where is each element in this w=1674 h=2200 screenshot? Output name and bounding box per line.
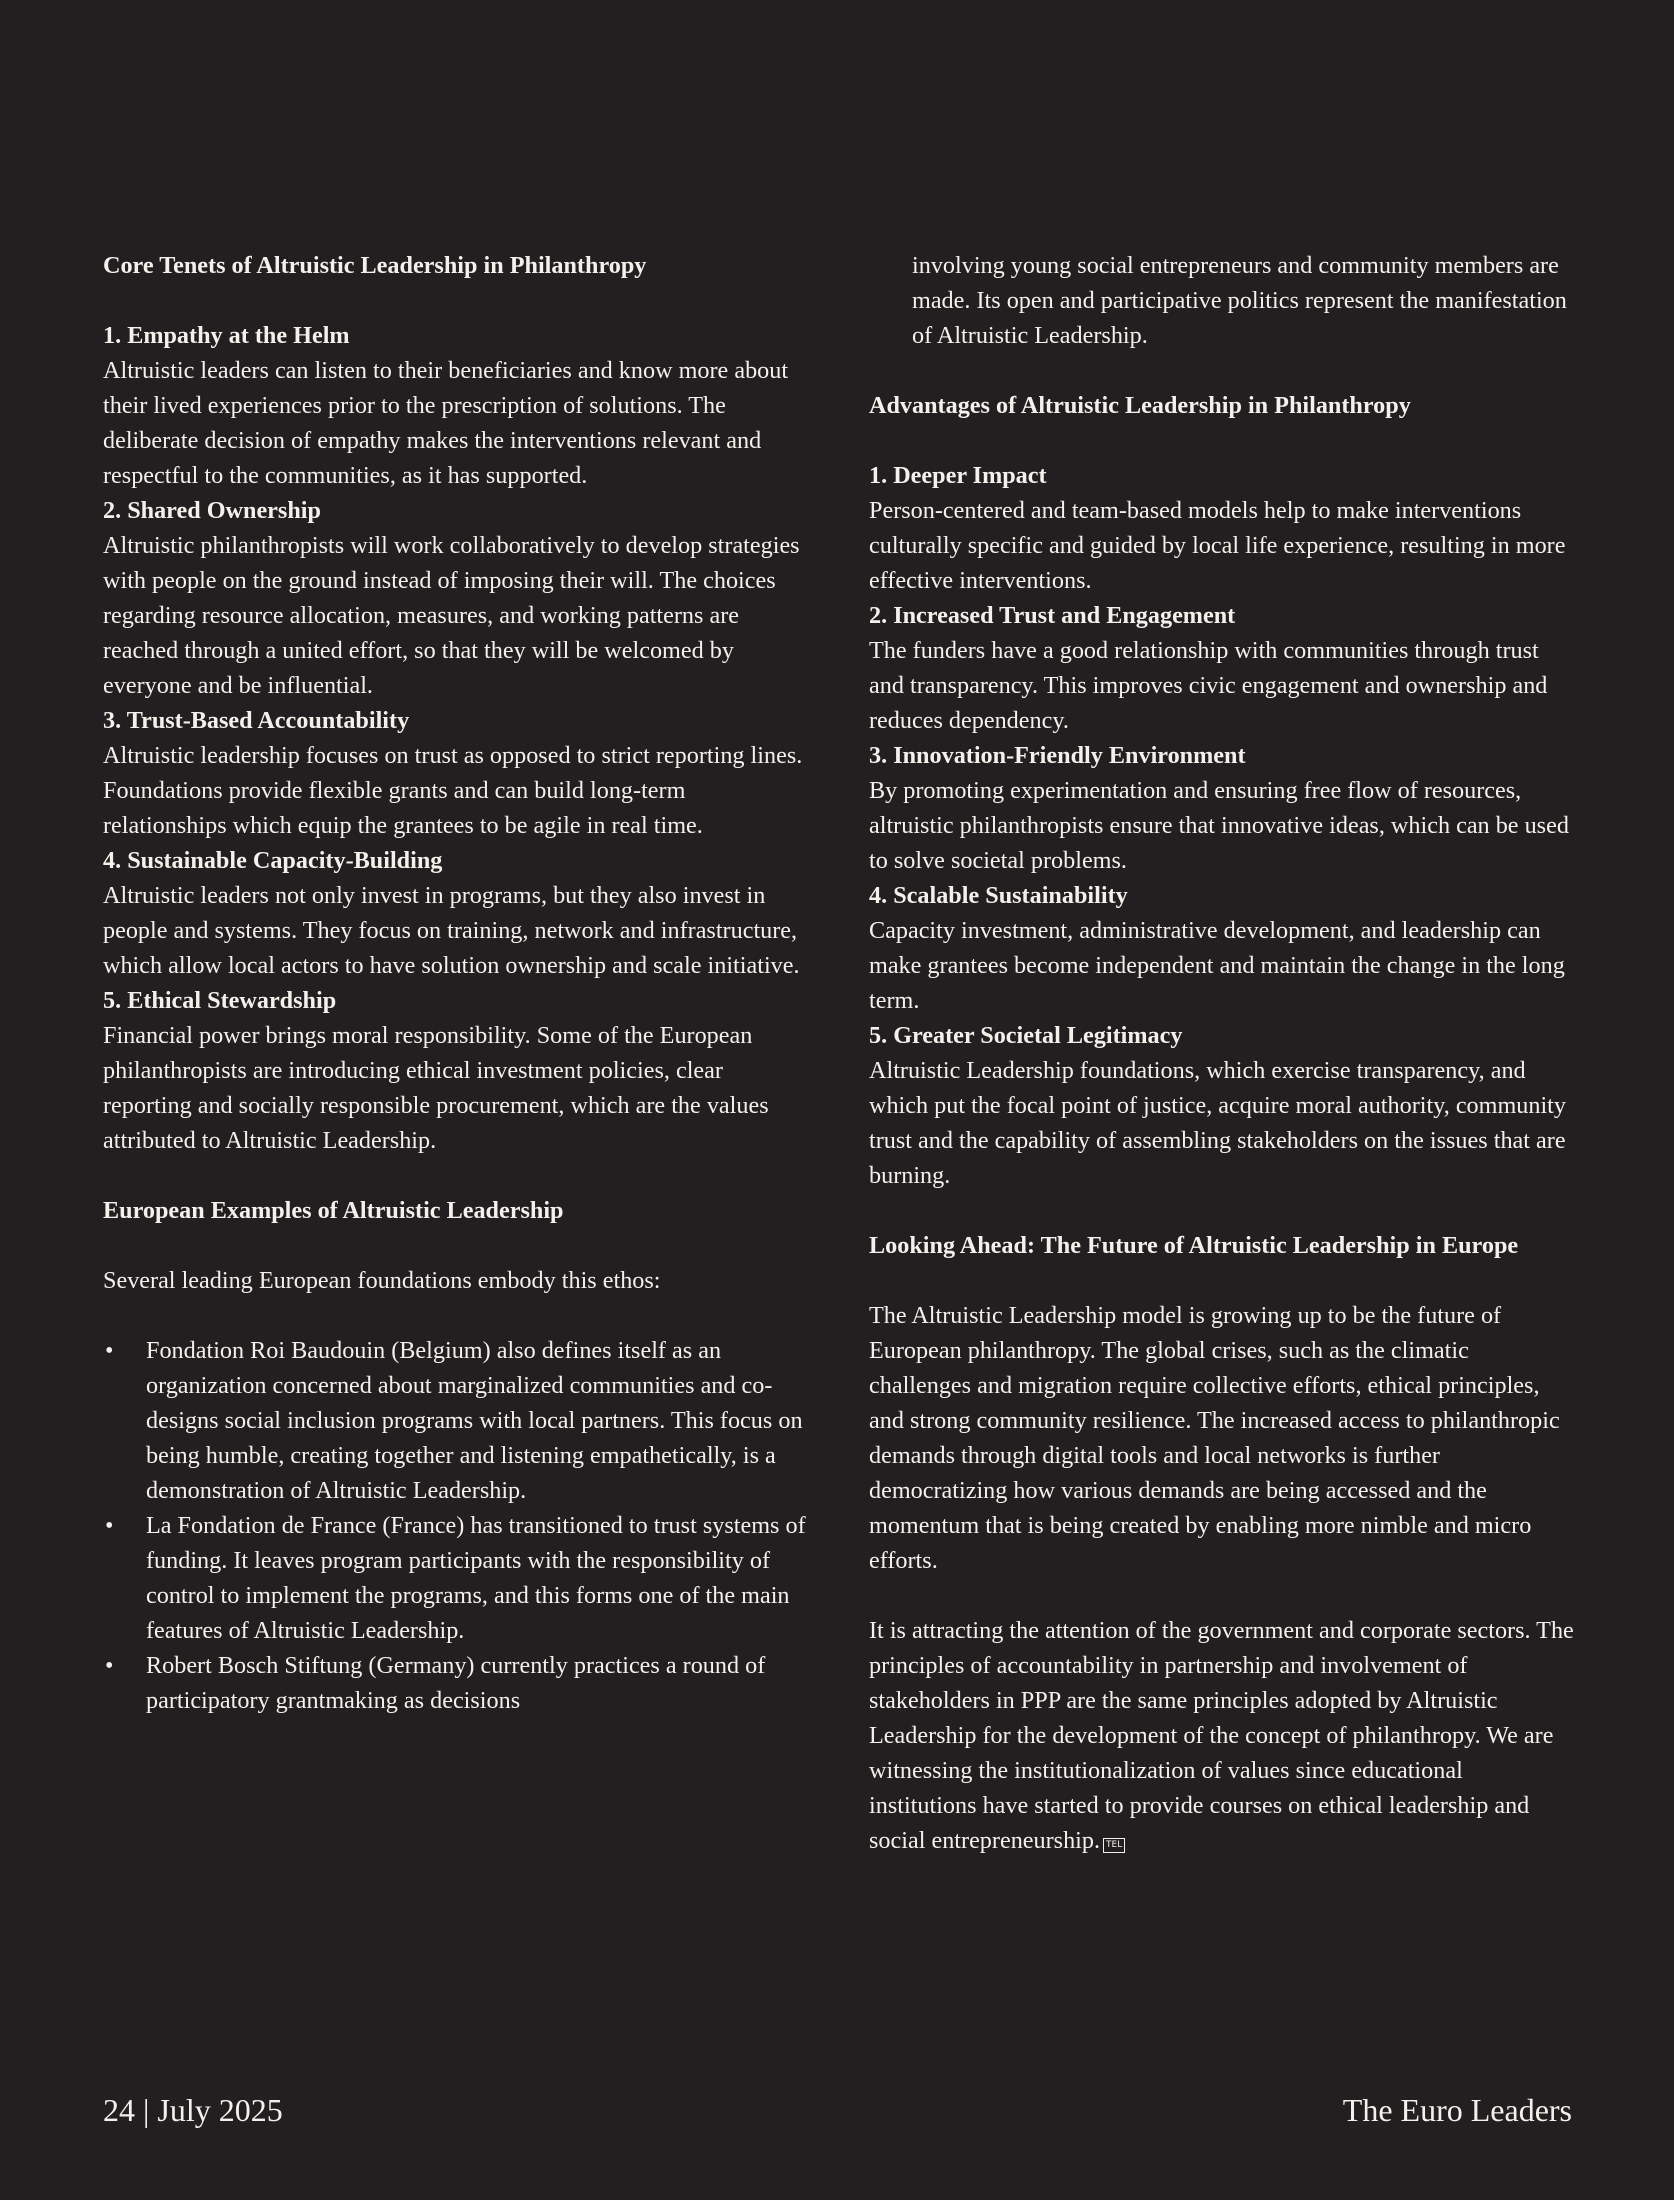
tenet-heading: 1. Empathy at the Helm: [103, 322, 350, 349]
tenet-heading: 4. Sustainable Capacity-Building: [103, 847, 443, 874]
end-mark-icon: TEL: [1103, 1838, 1125, 1853]
list-item: • Robert Bosch Stiftung (Germany) currently practices a round of participatory grantmaking as decisions: [103, 1648, 813, 1718]
tenet-body: Altruistic leaders not only invest in programs, but they also invest in people and systems. They focus on training, network and infrastructure, which allow local actors to have solution ownership and scale initiative.: [103, 882, 800, 979]
section-heading-core-tenets: Core Tenets of Altruistic Leadership in Philanthropy: [103, 252, 647, 279]
examples-list: [103, 1333, 813, 1718]
looking-ahead-paragraph-1: The Altruistic Leadership model is growing up to be the future of European philanthropy. The global crises, such as the climatic challenges and migration require collective efforts, ethical principles, and strong community resilience. The increased access to philanthropic demands through digital tools and local networks is further democratizing how various demands are being accessed and the momentum that is being created by enabling more nimble and micro efforts.: [869, 1302, 1560, 1574]
right-column: [869, 248, 1574, 1858]
looking-ahead-paragraph-2-text: It is attracting the attention of the government and corporate sectors. The principles of accountability in partnership and involvement of stakeholders in PPP are the same principles adopted by Altruistic Leadership for the development of the concept of philanthropy. We are witnessing the institutionalization of values since educational institutions have started to provide courses on ethical leadership and social entrepreneurship.: [869, 1617, 1574, 1854]
examples-intro: Several leading European foundations embody this ethos:: [103, 1267, 661, 1294]
section-heading-european-examples: European Examples of Altruistic Leadership: [103, 1197, 564, 1224]
advantage-body: By promoting experimentation and ensuring free flow of resources, altruistic philanthropists ensure that innovative ideas, which can be used to solve societal problems.: [869, 777, 1569, 874]
advantage-heading: 2. Increased Trust and Engagement: [869, 602, 1236, 629]
list-item-continuation: involving young social entrepreneurs and community members are made. Its open and participative politics represent the manifestation of Altruistic Leadership.: [912, 252, 1567, 349]
looking-ahead-paragraph-2: [869, 1613, 1574, 1858]
advantage-heading: 4. Scalable Sustainability: [869, 882, 1128, 909]
advantage-body: Capacity investment, administrative development, and leadership can make grantees become independent and maintain the change in the long term.: [869, 917, 1565, 1014]
section-heading-advantages: Advantages of Altruistic Leadership in Philanthropy: [869, 392, 1411, 419]
tenet-body: Financial power brings moral responsibility. Some of the European philanthropists are introducing ethical investment policies, clear reporting and socially responsible procurement, which are the values attributed to Altruistic Leadership.: [103, 1022, 769, 1154]
advantage-body: The funders have a good relationship with communities through trust and transparency. This improves civic engagement and ownership and reduces dependency.: [869, 637, 1548, 734]
list-item: • La Fondation de France (France) has transitioned to trust systems of funding. It leaves program participants with the responsibility of control to implement the programs, and this forms one of the main features of Altruistic Leadership.: [103, 1508, 813, 1648]
tenet-body: Altruistic leaders can listen to their beneficiaries and know more about their lived experiences prior to the prescription of solutions. The deliberate decision of empathy makes the interventions relevant and respectful to the communities, as it has supported.: [103, 357, 789, 489]
advantage-body: Altruistic Leadership foundations, which exercise transparency, and which put the focal point of justice, acquire moral authority, community trust and the capability of assembling stakeholders on the issues that are burning.: [869, 1057, 1566, 1189]
left-column: [103, 248, 813, 1718]
advantage-heading: 3. Innovation-Friendly Environment: [869, 742, 1246, 769]
page-number: 24 | July 2025: [103, 2092, 283, 2128]
tenet-body: Altruistic philanthropists will work collaboratively to develop strategies with people on the ground instead of imposing their will. The choices regarding resource allocation, measures, and working patterns are reached through a united effort, so that they will be welcomed by everyone and be influential.: [103, 532, 800, 699]
section-heading-looking-ahead: Looking Ahead: The Future of Altruistic Leadership in Europe: [869, 1232, 1519, 1259]
tenet-heading: 5. Ethical Stewardship: [103, 987, 337, 1014]
advantage-heading: 5. Greater Societal Legitimacy: [869, 1022, 1183, 1049]
advantage-body: Person-centered and team-based models help to make interventions culturally specific and guided by local life experience, resulting in more effective interventions.: [869, 497, 1566, 594]
tenet-body: Altruistic leadership focuses on trust as opposed to strict reporting lines. Foundations provide flexible grants and can build long-term relationships which equip the grantees to be agile in real time.: [103, 742, 803, 839]
list-item: • Fondation Roi Baudouin (Belgium) also defines itself as an organization concerned about marginalized communities and co-designs social inclusion programs with local partners. This focus on being humble, creating together and listening empathetically, is a demonstration of Altruistic Leadership.: [103, 1333, 813, 1508]
publication-name: The Euro Leaders: [1342, 2092, 1572, 2128]
tenet-heading: 3. Trust-Based Accountability: [103, 707, 410, 734]
advantage-heading: 1. Deeper Impact: [869, 462, 1047, 489]
tenet-heading: 2. Shared Ownership: [103, 497, 321, 524]
